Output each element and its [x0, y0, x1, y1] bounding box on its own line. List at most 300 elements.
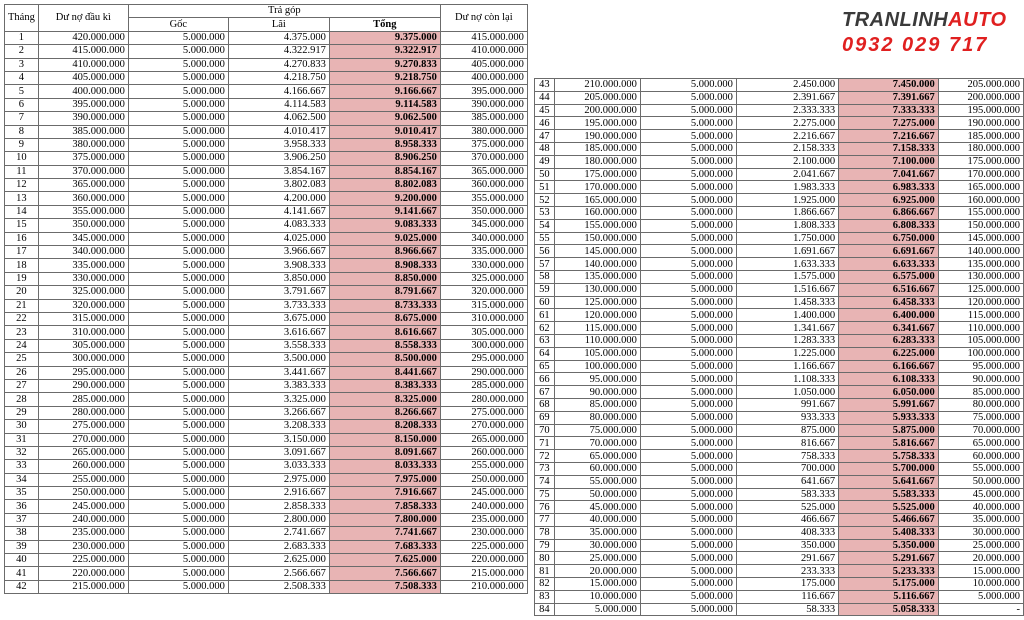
- table-row: [5, 232, 528, 245]
- opening-balance-cell: 100.000.000: [554, 360, 640, 373]
- interest-cell: 2.158.333: [736, 142, 838, 155]
- total-cell: 7.041.667: [839, 168, 939, 181]
- interest-cell: 1.166.667: [736, 360, 838, 373]
- remaining-balance-cell: 80.000.000: [938, 398, 1023, 411]
- total-cell: 8.558.333: [329, 339, 440, 352]
- total-cell: 9.083.333: [329, 219, 440, 232]
- remaining-balance-cell: 255.000.000: [440, 460, 527, 473]
- month-cell: 26: [5, 366, 39, 379]
- table-row: [535, 155, 1024, 168]
- interest-cell: 3.966.667: [228, 246, 329, 259]
- principal-cell: 5.000.000: [640, 565, 736, 578]
- interest-cell: 1.808.333: [736, 219, 838, 232]
- month-cell: 63: [535, 334, 555, 347]
- remaining-balance-cell: 170.000.000: [938, 168, 1023, 181]
- remaining-balance-cell: 330.000.000: [440, 259, 527, 272]
- principal-cell: 5.000.000: [640, 462, 736, 475]
- interest-cell: 3.500.000: [228, 353, 329, 366]
- month-cell: 28: [5, 393, 39, 406]
- remaining-balance-cell: 20.000.000: [938, 552, 1023, 565]
- month-cell: 77: [535, 514, 555, 527]
- month-cell: 56: [535, 245, 555, 258]
- month-cell: 14: [5, 205, 39, 218]
- opening-balance-cell: 10.000.000: [554, 590, 640, 603]
- remaining-balance-cell: 75.000.000: [938, 411, 1023, 424]
- opening-balance-cell: 360.000.000: [38, 192, 128, 205]
- opening-balance-cell: 120.000.000: [554, 309, 640, 322]
- total-cell: 6.341.667: [839, 322, 939, 335]
- interest-cell: 1.341.667: [736, 322, 838, 335]
- remaining-balance-cell: 220.000.000: [440, 554, 527, 567]
- interest-cell: 2.858.333: [228, 500, 329, 513]
- opening-balance-cell: 220.000.000: [38, 567, 128, 580]
- month-cell: 48: [535, 142, 555, 155]
- opening-balance-cell: 45.000.000: [554, 501, 640, 514]
- opening-balance-cell: 25.000.000: [554, 552, 640, 565]
- remaining-balance-cell: 410.000.000: [440, 45, 527, 58]
- total-cell: 7.508.333: [329, 580, 440, 593]
- opening-balance-cell: 285.000.000: [38, 393, 128, 406]
- total-cell: 7.800.000: [329, 513, 440, 526]
- header-month: Tháng: [5, 5, 39, 32]
- opening-balance-cell: 180.000.000: [554, 155, 640, 168]
- remaining-balance-cell: 205.000.000: [938, 79, 1023, 92]
- principal-cell: 5.000.000: [128, 460, 228, 473]
- interest-cell: 291.667: [736, 552, 838, 565]
- month-cell: 41: [5, 567, 39, 580]
- table-row: [535, 283, 1024, 296]
- month-cell: 19: [5, 272, 39, 285]
- principal-cell: 5.000.000: [128, 312, 228, 325]
- principal-cell: 5.000.000: [640, 398, 736, 411]
- opening-balance-cell: 410.000.000: [38, 58, 128, 71]
- principal-cell: 5.000.000: [128, 393, 228, 406]
- header-installment: Trả góp: [128, 5, 440, 18]
- principal-cell: 5.000.000: [128, 31, 228, 44]
- brand-name-part2: AUTO: [948, 9, 1007, 31]
- total-cell: 8.733.333: [329, 299, 440, 312]
- interest-cell: 1.866.667: [736, 206, 838, 219]
- month-cell: 68: [535, 398, 555, 411]
- principal-cell: 5.000.000: [640, 322, 736, 335]
- interest-cell: 1.633.333: [736, 258, 838, 271]
- interest-cell: 2.450.000: [736, 79, 838, 92]
- month-cell: 39: [5, 540, 39, 553]
- header-opening-balance: Dư nợ đầu kì: [38, 5, 128, 32]
- interest-cell: 2.683.333: [228, 540, 329, 553]
- opening-balance-cell: 215.000.000: [38, 580, 128, 593]
- total-cell: 9.200.000: [329, 192, 440, 205]
- opening-balance-cell: 305.000.000: [38, 339, 128, 352]
- total-cell: 7.683.333: [329, 540, 440, 553]
- remaining-balance-cell: 110.000.000: [938, 322, 1023, 335]
- principal-cell: 5.000.000: [128, 446, 228, 459]
- month-cell: 55: [535, 232, 555, 245]
- month-cell: 31: [5, 433, 39, 446]
- total-cell: 6.925.000: [839, 194, 939, 207]
- table-row: [535, 501, 1024, 514]
- opening-balance-cell: 160.000.000: [554, 206, 640, 219]
- month-cell: 76: [535, 501, 555, 514]
- total-cell: 7.275.000: [839, 117, 939, 130]
- interest-cell: 1.283.333: [736, 334, 838, 347]
- remaining-balance-cell: 55.000.000: [938, 462, 1023, 475]
- principal-cell: 5.000.000: [640, 539, 736, 552]
- remaining-balance-cell: 295.000.000: [440, 353, 527, 366]
- remaining-balance-cell: 230.000.000: [440, 527, 527, 540]
- interest-cell: 2.216.667: [736, 130, 838, 143]
- interest-cell: 4.375.000: [228, 31, 329, 44]
- remaining-balance-cell: 225.000.000: [440, 540, 527, 553]
- opening-balance-cell: 310.000.000: [38, 326, 128, 339]
- table-row: [5, 152, 528, 165]
- principal-cell: 5.000.000: [128, 366, 228, 379]
- interest-cell: 58.333: [736, 603, 838, 616]
- table-row: [535, 270, 1024, 283]
- opening-balance-cell: 290.000.000: [38, 379, 128, 392]
- principal-cell: 5.000.000: [640, 296, 736, 309]
- total-cell: 7.741.667: [329, 527, 440, 540]
- table-row: [535, 296, 1024, 309]
- principal-cell: 5.000.000: [640, 309, 736, 322]
- remaining-balance-cell: 160.000.000: [938, 194, 1023, 207]
- brand-logo: [842, 8, 1012, 58]
- principal-cell: 5.000.000: [128, 71, 228, 84]
- header-principal: Gốc: [128, 18, 228, 31]
- interest-cell: 4.010.417: [228, 125, 329, 138]
- month-cell: 60: [535, 296, 555, 309]
- month-cell: 73: [535, 462, 555, 475]
- table-row: [535, 117, 1024, 130]
- interest-cell: 700.000: [736, 462, 838, 475]
- opening-balance-cell: 330.000.000: [38, 272, 128, 285]
- remaining-balance-cell: 70.000.000: [938, 424, 1023, 437]
- opening-balance-cell: 235.000.000: [38, 527, 128, 540]
- interest-cell: 3.383.333: [228, 379, 329, 392]
- interest-cell: 3.802.083: [228, 179, 329, 192]
- total-cell: 8.091.667: [329, 446, 440, 459]
- remaining-balance-cell: 345.000.000: [440, 219, 527, 232]
- table-row: [535, 398, 1024, 411]
- principal-cell: 5.000.000: [640, 142, 736, 155]
- interest-cell: 1.575.000: [736, 270, 838, 283]
- principal-cell: 5.000.000: [128, 326, 228, 339]
- month-cell: 2: [5, 45, 39, 58]
- interest-cell: 4.270.833: [228, 58, 329, 71]
- month-cell: 6: [5, 98, 39, 111]
- principal-cell: 5.000.000: [640, 603, 736, 616]
- principal-cell: 5.000.000: [128, 286, 228, 299]
- interest-cell: 2.800.000: [228, 513, 329, 526]
- interest-cell: 3.266.667: [228, 406, 329, 419]
- month-cell: 37: [5, 513, 39, 526]
- month-cell: 53: [535, 206, 555, 219]
- month-cell: 71: [535, 437, 555, 450]
- table-row: [5, 406, 528, 419]
- opening-balance-cell: 350.000.000: [38, 219, 128, 232]
- table-row: [5, 219, 528, 232]
- table-row: [5, 473, 528, 486]
- remaining-balance-cell: 370.000.000: [440, 152, 527, 165]
- month-cell: 20: [5, 286, 39, 299]
- month-cell: 12: [5, 179, 39, 192]
- month-cell: 16: [5, 232, 39, 245]
- total-cell: 8.906.250: [329, 152, 440, 165]
- interest-cell: 1.516.667: [736, 283, 838, 296]
- remaining-balance-cell: 270.000.000: [440, 420, 527, 433]
- table-row: [5, 286, 528, 299]
- interest-cell: 1.225.000: [736, 347, 838, 360]
- principal-cell: 5.000.000: [128, 540, 228, 553]
- table-row: [535, 194, 1024, 207]
- interest-cell: 1.400.000: [736, 309, 838, 322]
- principal-cell: 5.000.000: [128, 527, 228, 540]
- opening-balance-cell: 70.000.000: [554, 437, 640, 450]
- table-row: [5, 487, 528, 500]
- opening-balance-cell: 5.000.000: [554, 603, 640, 616]
- interest-cell: 3.733.333: [228, 299, 329, 312]
- interest-cell: 3.958.333: [228, 138, 329, 151]
- principal-cell: 5.000.000: [128, 58, 228, 71]
- opening-balance-cell: 130.000.000: [554, 283, 640, 296]
- opening-balance-cell: 55.000.000: [554, 475, 640, 488]
- table-row: [5, 138, 528, 151]
- month-cell: 7: [5, 112, 39, 125]
- opening-balance-cell: 335.000.000: [38, 259, 128, 272]
- principal-cell: 5.000.000: [640, 437, 736, 450]
- remaining-balance-cell: 140.000.000: [938, 245, 1023, 258]
- principal-cell: 5.000.000: [640, 245, 736, 258]
- opening-balance-cell: 265.000.000: [38, 446, 128, 459]
- remaining-balance-cell: 300.000.000: [440, 339, 527, 352]
- remaining-balance-cell: 195.000.000: [938, 104, 1023, 117]
- month-cell: 4: [5, 71, 39, 84]
- remaining-balance-cell: 135.000.000: [938, 258, 1023, 271]
- total-cell: 6.166.667: [839, 360, 939, 373]
- total-cell: 8.266.667: [329, 406, 440, 419]
- table-row: [5, 500, 528, 513]
- principal-cell: 5.000.000: [128, 45, 228, 58]
- month-cell: 8: [5, 125, 39, 138]
- principal-cell: 5.000.000: [640, 552, 736, 565]
- remaining-balance-cell: 360.000.000: [440, 179, 527, 192]
- month-cell: 70: [535, 424, 555, 437]
- principal-cell: 5.000.000: [128, 232, 228, 245]
- table-row: [535, 334, 1024, 347]
- remaining-balance-cell: 395.000.000: [440, 85, 527, 98]
- interest-cell: 991.667: [736, 398, 838, 411]
- table-row: [535, 603, 1024, 616]
- opening-balance-cell: 75.000.000: [554, 424, 640, 437]
- remaining-balance-cell: 145.000.000: [938, 232, 1023, 245]
- remaining-balance-cell: 175.000.000: [938, 155, 1023, 168]
- table-row: [5, 446, 528, 459]
- remaining-balance-cell: 315.000.000: [440, 299, 527, 312]
- interest-cell: 2.333.333: [736, 104, 838, 117]
- opening-balance-cell: 245.000.000: [38, 500, 128, 513]
- table-row: [5, 205, 528, 218]
- interest-cell: 2.975.000: [228, 473, 329, 486]
- month-cell: 40: [5, 554, 39, 567]
- table-row: [5, 71, 528, 84]
- table-row: [5, 299, 528, 312]
- total-cell: 8.383.333: [329, 379, 440, 392]
- month-cell: 15: [5, 219, 39, 232]
- total-cell: 5.408.333: [839, 526, 939, 539]
- principal-cell: 5.000.000: [640, 283, 736, 296]
- month-cell: 38: [5, 527, 39, 540]
- remaining-balance-cell: 260.000.000: [440, 446, 527, 459]
- table-row: [535, 79, 1024, 92]
- month-cell: 44: [535, 91, 555, 104]
- remaining-balance-cell: 125.000.000: [938, 283, 1023, 296]
- table-row: [5, 45, 528, 58]
- total-cell: 5.641.667: [839, 475, 939, 488]
- principal-cell: 5.000.000: [640, 424, 736, 437]
- principal-cell: 5.000.000: [128, 420, 228, 433]
- total-cell: 5.233.333: [839, 565, 939, 578]
- remaining-balance-cell: 85.000.000: [938, 386, 1023, 399]
- principal-cell: 5.000.000: [640, 194, 736, 207]
- remaining-balance-cell: 100.000.000: [938, 347, 1023, 360]
- opening-balance-cell: 380.000.000: [38, 138, 128, 151]
- opening-balance-cell: 140.000.000: [554, 258, 640, 271]
- total-cell: 5.991.667: [839, 398, 939, 411]
- table-row: [535, 526, 1024, 539]
- total-cell: 8.150.000: [329, 433, 440, 446]
- principal-cell: 5.000.000: [640, 219, 736, 232]
- month-cell: 62: [535, 322, 555, 335]
- interest-cell: 1.750.000: [736, 232, 838, 245]
- remaining-balance-cell: 285.000.000: [440, 379, 527, 392]
- total-cell: 8.500.000: [329, 353, 440, 366]
- total-cell: 6.458.333: [839, 296, 939, 309]
- opening-balance-cell: 85.000.000: [554, 398, 640, 411]
- interest-cell: 4.322.917: [228, 45, 329, 58]
- principal-cell: 5.000.000: [128, 353, 228, 366]
- month-cell: 29: [5, 406, 39, 419]
- table-row: [5, 540, 528, 553]
- total-cell: 6.633.333: [839, 258, 939, 271]
- interest-cell: 1.458.333: [736, 296, 838, 309]
- interest-cell: 350.000: [736, 539, 838, 552]
- total-cell: 7.391.667: [839, 91, 939, 104]
- table-row: [535, 373, 1024, 386]
- principal-cell: 5.000.000: [128, 125, 228, 138]
- opening-balance-cell: 355.000.000: [38, 205, 128, 218]
- interest-cell: 3.850.000: [228, 272, 329, 285]
- opening-balance-cell: 165.000.000: [554, 194, 640, 207]
- remaining-balance-cell: 240.000.000: [440, 500, 527, 513]
- table-row: [5, 379, 528, 392]
- month-cell: 24: [5, 339, 39, 352]
- total-cell: 9.141.667: [329, 205, 440, 218]
- month-cell: 21: [5, 299, 39, 312]
- table-row: [535, 514, 1024, 527]
- table-row: [535, 104, 1024, 117]
- header-total: Tổng: [329, 18, 440, 31]
- month-cell: 25: [5, 353, 39, 366]
- table-row: [5, 513, 528, 526]
- remaining-balance-cell: 405.000.000: [440, 58, 527, 71]
- principal-cell: 5.000.000: [128, 487, 228, 500]
- month-cell: 5: [5, 85, 39, 98]
- principal-cell: 5.000.000: [128, 138, 228, 151]
- interest-cell: 2.041.667: [736, 168, 838, 181]
- principal-cell: 5.000.000: [640, 130, 736, 143]
- total-cell: 6.516.667: [839, 283, 939, 296]
- principal-cell: 5.000.000: [640, 104, 736, 117]
- interest-cell: 816.667: [736, 437, 838, 450]
- month-cell: 46: [535, 117, 555, 130]
- principal-cell: 5.000.000: [640, 232, 736, 245]
- remaining-balance-cell: 5.000.000: [938, 590, 1023, 603]
- total-cell: 9.270.833: [329, 58, 440, 71]
- interest-cell: 3.325.000: [228, 393, 329, 406]
- total-cell: 8.616.667: [329, 326, 440, 339]
- month-cell: 22: [5, 312, 39, 325]
- remaining-balance-cell: 415.000.000: [440, 31, 527, 44]
- principal-cell: 5.000.000: [128, 406, 228, 419]
- month-cell: 32: [5, 446, 39, 459]
- principal-cell: 5.000.000: [128, 192, 228, 205]
- interest-cell: 3.033.333: [228, 460, 329, 473]
- header-interest: Lãi: [228, 18, 329, 31]
- table-row: [535, 206, 1024, 219]
- remaining-balance-cell: 245.000.000: [440, 487, 527, 500]
- month-cell: 74: [535, 475, 555, 488]
- month-cell: 35: [5, 487, 39, 500]
- remaining-balance-cell: 355.000.000: [440, 192, 527, 205]
- table-row: [5, 192, 528, 205]
- table-row: [5, 420, 528, 433]
- principal-cell: 5.000.000: [128, 580, 228, 593]
- principal-cell: 5.000.000: [128, 554, 228, 567]
- total-cell: 5.525.000: [839, 501, 939, 514]
- interest-cell: 875.000: [736, 424, 838, 437]
- opening-balance-cell: 110.000.000: [554, 334, 640, 347]
- opening-balance-cell: 185.000.000: [554, 142, 640, 155]
- opening-balance-cell: 65.000.000: [554, 450, 640, 463]
- interest-cell: 2.625.000: [228, 554, 329, 567]
- interest-cell: 466.667: [736, 514, 838, 527]
- table-row: [535, 142, 1024, 155]
- opening-balance-cell: 170.000.000: [554, 181, 640, 194]
- total-cell: 5.933.333: [839, 411, 939, 424]
- remaining-balance-cell: 115.000.000: [938, 309, 1023, 322]
- opening-balance-cell: 205.000.000: [554, 91, 640, 104]
- principal-cell: 5.000.000: [128, 98, 228, 111]
- table-row: [535, 450, 1024, 463]
- month-cell: 10: [5, 152, 39, 165]
- remaining-balance-cell: 30.000.000: [938, 526, 1023, 539]
- total-cell: 7.916.667: [329, 487, 440, 500]
- remaining-balance-cell: 305.000.000: [440, 326, 527, 339]
- table-row: [535, 168, 1024, 181]
- opening-balance-cell: 135.000.000: [554, 270, 640, 283]
- table-row: [5, 112, 528, 125]
- interest-cell: 3.675.000: [228, 312, 329, 325]
- total-cell: 6.983.333: [839, 181, 939, 194]
- remaining-balance-cell: 150.000.000: [938, 219, 1023, 232]
- table-row: [535, 590, 1024, 603]
- interest-cell: 583.333: [736, 488, 838, 501]
- month-cell: 43: [535, 79, 555, 92]
- month-cell: 82: [535, 578, 555, 591]
- total-cell: 5.816.667: [839, 437, 939, 450]
- opening-balance-cell: 230.000.000: [38, 540, 128, 553]
- principal-cell: 5.000.000: [640, 373, 736, 386]
